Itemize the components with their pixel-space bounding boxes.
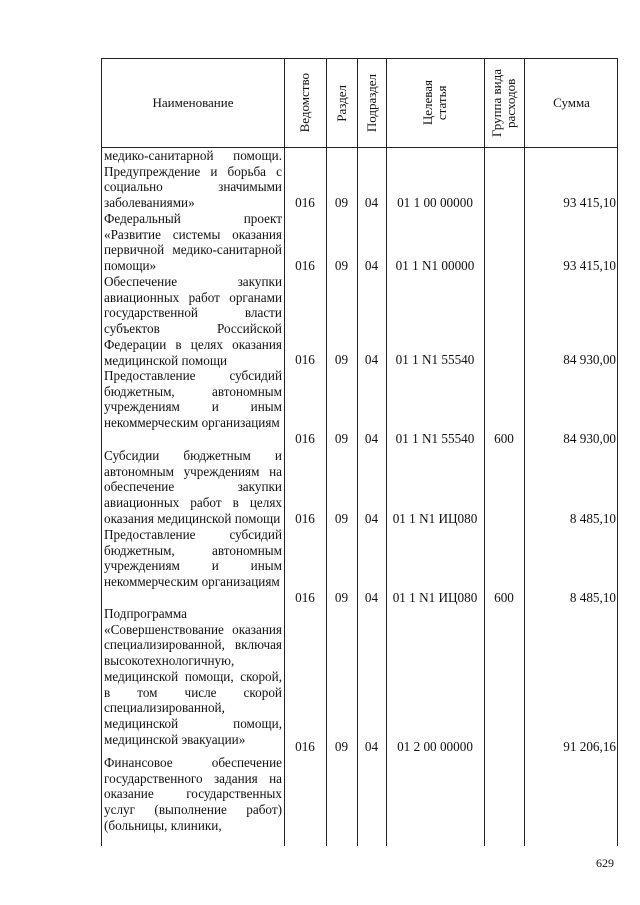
row-name: Обеспечение закупки авиационных работ органами государственной власти субъектов Российской Федерации в целях оказания медицинской помощи bbox=[104, 274, 282, 368]
row-razdel: 09 bbox=[334, 739, 349, 754]
row-razdel: 09 bbox=[334, 195, 349, 210]
row-sum: 8 485,10 bbox=[569, 511, 616, 526]
header-name: Наименование bbox=[152, 95, 234, 110]
column-divider bbox=[386, 59, 387, 846]
row-vedomstvo: 016 bbox=[295, 511, 315, 526]
row-podrazdel: 04 bbox=[364, 258, 379, 273]
row-target: 01 1 N1 ИЦ080 bbox=[392, 590, 478, 605]
row-name: Предоставление субсидий бюджетным, автономным учреждениям и иным некоммерческим организациям bbox=[104, 527, 282, 590]
row-target: 01 1 N1 55540 bbox=[395, 431, 475, 446]
row-target: 01 1 N1 ИЦ080 bbox=[392, 511, 478, 526]
row-podrazdel: 04 bbox=[364, 511, 379, 526]
row-sum: 93 415,10 bbox=[563, 195, 616, 210]
row-vedomstvo: 016 bbox=[295, 590, 315, 605]
row-podrazdel: 04 bbox=[364, 195, 379, 210]
row-sum: 8 485,10 bbox=[569, 590, 616, 605]
column-divider bbox=[284, 59, 285, 846]
row-podrazdel: 04 bbox=[364, 352, 379, 367]
row-name: Субсидии бюджетным и автономным учреждениям на обеспечение закупки авиационных работ в целях оказания медицинской помощи bbox=[104, 448, 282, 526]
row-razdel: 09 bbox=[334, 431, 349, 446]
row-name: Федеральный проект «Развитие системы оказания первичной медико-санитарной помощи» bbox=[104, 211, 282, 274]
row-vedomstvo: 016 bbox=[295, 258, 315, 273]
row-podrazdel: 04 bbox=[364, 590, 379, 605]
header-vedomstvo: Ведомство bbox=[297, 73, 312, 133]
header-razdel: Раздел bbox=[333, 84, 349, 122]
header-group: Группа вида расходов bbox=[489, 69, 518, 137]
row-target: 01 1 00 00000 bbox=[397, 195, 473, 210]
header-podrazdel: Подраздел bbox=[363, 73, 379, 133]
row-vedomstvo: 016 bbox=[295, 431, 315, 446]
column-divider bbox=[524, 59, 525, 846]
column-divider bbox=[357, 59, 358, 846]
row-name: Предоставление субсидий бюджетным, автономным учреждениям и иным некоммерческим организациям bbox=[104, 368, 282, 431]
row-podrazdel: 04 bbox=[364, 739, 379, 754]
row-name: медико-санитарной помощи. Предупреждение и борьба с социально значимыми заболеваниями» bbox=[104, 148, 282, 211]
row-target: 01 1 N1 00000 bbox=[395, 258, 475, 273]
row-name: Подпрограмма «Совершенствование оказания специализированной, включая высокотехнологичную, медицинской помощи, скорой, в том числе скорой специализированной, медицинской помощи, медицинской эвакуации» bbox=[104, 606, 282, 747]
row-name: Финансовое обеспечение государственного задания на оказание государственных услуг (выполнение работ) (больницы, клиники, bbox=[104, 755, 282, 833]
row-vedomstvo: 016 bbox=[295, 739, 315, 754]
row-sum: 91 206,16 bbox=[563, 739, 616, 754]
column-divider bbox=[484, 59, 485, 846]
row-group: 600 bbox=[494, 590, 514, 605]
column-divider bbox=[326, 59, 327, 846]
row-razdel: 09 bbox=[334, 352, 349, 367]
page-number: 629 bbox=[596, 856, 614, 870]
row-razdel: 09 bbox=[334, 511, 349, 526]
budget-table bbox=[101, 58, 618, 846]
row-razdel: 09 bbox=[334, 590, 349, 605]
row-vedomstvo: 016 bbox=[295, 195, 315, 210]
row-target: 01 2 00 00000 bbox=[397, 739, 473, 754]
row-group: 600 bbox=[494, 431, 514, 446]
row-sum: 84 930,00 bbox=[563, 352, 616, 367]
row-sum: 93 415,10 bbox=[563, 258, 616, 273]
header-target: Целевая статья bbox=[420, 80, 449, 126]
row-sum: 84 930,00 bbox=[563, 431, 616, 446]
row-razdel: 09 bbox=[334, 258, 349, 273]
row-target: 01 1 N1 55540 bbox=[395, 352, 475, 367]
row-vedomstvo: 016 bbox=[295, 352, 315, 367]
header-sum: Сумма bbox=[553, 95, 590, 110]
row-podrazdel: 04 bbox=[364, 431, 379, 446]
